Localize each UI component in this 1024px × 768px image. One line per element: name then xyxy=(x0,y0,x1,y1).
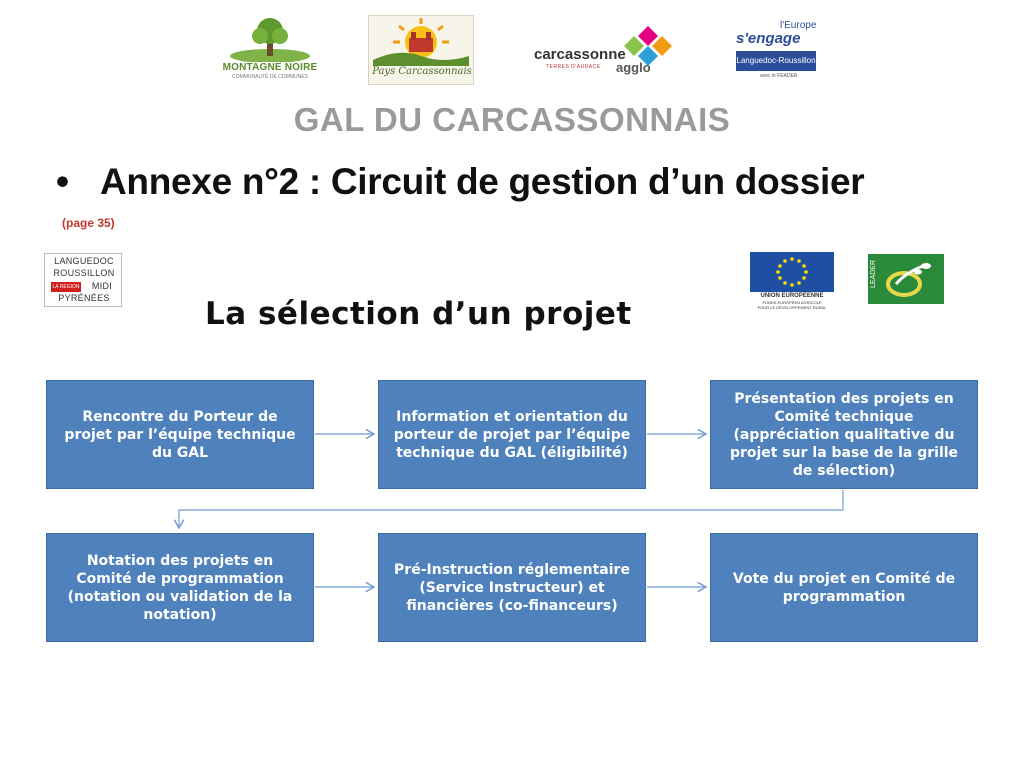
agglo-sub-text: agglo xyxy=(616,60,651,75)
europe-band-text: Languedoc-Roussillon xyxy=(736,51,816,71)
europe-foot-text: avec le FEADER xyxy=(760,73,798,79)
eu-caption-3: POUR LE DÉVELOPPEMENT RURAL xyxy=(757,305,827,310)
region-red-badge: LA RÉGION xyxy=(52,284,80,290)
annexe-text: Annexe n°2 : Circuit de gestion d’un dossier xyxy=(100,161,865,202)
eu-caption-1: UNION EUROPÉENNE xyxy=(760,293,824,299)
flow-box-presentation xyxy=(710,380,978,489)
selection-title: La sélection d’un projet xyxy=(205,296,632,332)
flow-box-text: Présentation des projets en Comité technique (appréciation qualitative du projet sur la base de la grille de sélection) xyxy=(729,390,959,479)
region-line-3: MIDI xyxy=(91,281,113,291)
flow-box-text: Vote du projet en Comité de programmation xyxy=(732,570,956,605)
flow-box-pre-instruction xyxy=(378,533,646,642)
europe-top-text: l'Europe xyxy=(780,20,817,31)
flow-box-notation xyxy=(46,533,314,642)
flow-box-text: Notation des projets en Comité de programmation (notation ou validation de la notation) xyxy=(67,552,293,623)
region-line-2: ROUSSILLON xyxy=(53,268,115,278)
montagne-noire-name: MONTAGNE NOIRE xyxy=(222,62,318,73)
montagne-noire-sub: COMMUNAUTÉ DE COMMUNES xyxy=(232,74,308,80)
pays-carcassonnais-name: Pays Carcassonnais xyxy=(372,66,472,77)
agglo-tag-text: TERRES D'AUDACE xyxy=(546,64,601,70)
region-line-4: PYRÉNÉES xyxy=(58,293,110,303)
bullet-icon: • xyxy=(56,161,69,202)
leader-text: LEADER xyxy=(870,260,877,289)
europe-mid-text: s'engage xyxy=(736,30,801,47)
flow-box-text: Pré-Instruction réglementaire (Service Instructeur) et financières (co-financeurs) xyxy=(394,561,630,614)
gal-title: GAL DU CARCASSONNAIS xyxy=(293,101,731,138)
flow-box-text: Information et orientation du porteur de projet par l’équipe technique du GAL (éligibilité) xyxy=(393,408,631,461)
flow-box-information xyxy=(378,380,646,489)
flow-box-text: Rencontre du Porteur de projet par l’équipe technique du GAL xyxy=(64,408,296,461)
eu-caption-2: FONDS EUROPÉEN AGRICOLE xyxy=(762,300,822,305)
agglo-main-text: carcassonne xyxy=(534,46,626,63)
flow-box-vote xyxy=(710,533,978,642)
flow-box-rencontre xyxy=(46,380,314,489)
arrow-3-4 xyxy=(179,490,843,528)
region-line-1: LANGUEDOC xyxy=(54,256,114,266)
page-reference: (page 35) xyxy=(62,216,115,230)
